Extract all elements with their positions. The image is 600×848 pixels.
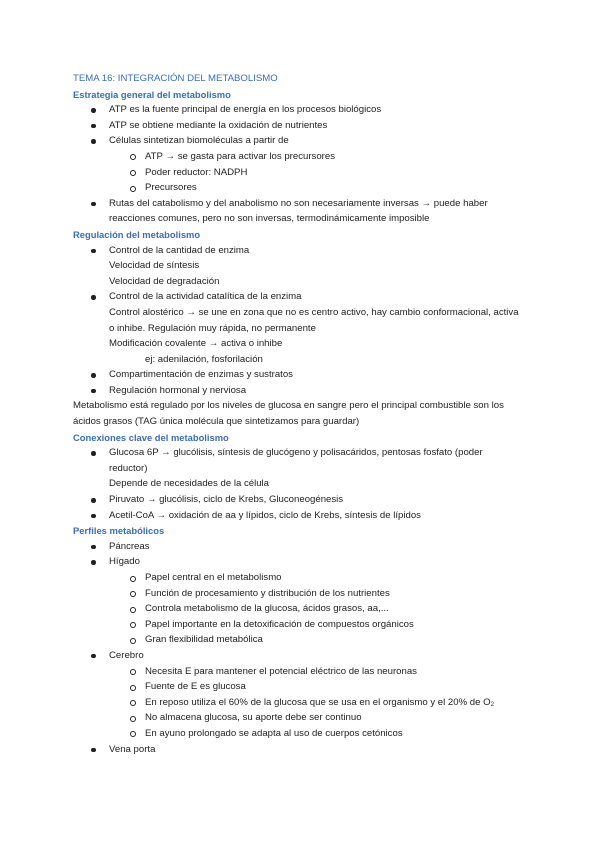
circle-bullet-icon <box>130 716 136 722</box>
document-title: TEMA 16: INTEGRACIÓN DEL METABOLISMO <box>73 73 278 84</box>
sub-list-item: Fuente de E es glucosa <box>73 679 523 695</box>
list-item: Compartimentación de enzimas y sustratos <box>73 367 523 383</box>
sub-list-item: Papel central en el metabolismo <box>73 570 523 586</box>
sub-list-item: Función de procesamiento y distribución de los nutrientes <box>73 586 523 602</box>
bullet-icon <box>91 295 96 300</box>
sub-list-item: Gran flexibilidad metabólica <box>73 632 523 648</box>
section-heading-regulation: Regulación del metabolismo <box>73 228 201 240</box>
sub-list-item: En reposo utiliza el 60% de la glucosa que se usa en el organismo y el 20% de $O_2$ <box>73 695 523 711</box>
circle-bullet-icon <box>130 607 136 613</box>
subscript: 2 <box>490 701 494 708</box>
sub-list-item: ATP → se gasta para activar los precursores <box>73 149 523 165</box>
sub-list-item: Controla metabolismo de la glucosa, ácidos grasos, aa,... <box>73 601 523 617</box>
list-item: Piruvato → glucólisis, ciclo de Krebs, Gluconeogénesis <box>73 492 523 508</box>
circle-bullet-icon <box>130 638 136 644</box>
section-heading-connections: Conexiones clave del metabolismo <box>73 431 229 443</box>
circle-bullet-icon <box>130 622 136 628</box>
bullet-icon <box>91 124 96 129</box>
bullet-icon <box>91 202 96 207</box>
continuation-line: Velocidad de degradación <box>109 275 220 287</box>
continuation-line: Modificación covalente → activa o inhibe <box>109 338 283 350</box>
bullet-icon <box>91 249 96 254</box>
example-line: ej: adenilación, fosforilación <box>145 353 263 365</box>
list-item: Glucosa 6P → glucólisis, síntesis de glucógeno y polisacáridos, pentosas fosfato (poder reductor) <box>73 445 523 476</box>
continuation-line: Control alostérico → se une en zona que no es centro activo, hay cambio conformacional, activa o inhibe. Regulación muy rápida, no permanente <box>109 306 519 334</box>
bullet-icon <box>91 108 96 113</box>
list-item: Cerebro <box>73 648 523 664</box>
bullet-icon <box>91 373 96 378</box>
circle-bullet-icon <box>130 731 136 737</box>
list-item: Vena porta <box>73 742 523 758</box>
bullet-icon <box>91 560 96 565</box>
bullet-icon <box>91 498 96 503</box>
bullet-icon <box>91 451 96 456</box>
sub-list-item: Poder reductor: NADPH <box>73 165 523 181</box>
list-item: Control de la actividad catalítica de la enzima <box>73 289 523 305</box>
bullet-icon <box>91 748 96 753</box>
list-item: Células sintetizan biomoléculas a partir de <box>73 133 523 149</box>
circle-bullet-icon <box>130 170 136 176</box>
sub-list-item: Precursores <box>73 180 523 196</box>
bullet-icon <box>91 389 96 394</box>
bullet-icon <box>91 514 96 519</box>
circle-bullet-icon <box>130 186 136 192</box>
sub-list-item: En ayuno prolongado se adapta al uso de cuerpos cetónicos <box>73 726 523 742</box>
circle-bullet-icon <box>130 591 136 597</box>
list-item: ATP es la fuente principal de energía en los procesos biológicos <box>73 102 523 118</box>
list-item: Regulación hormonal y nerviosa <box>73 383 523 399</box>
bullet-icon <box>91 654 96 659</box>
bullet-icon <box>91 545 96 550</box>
continuation-line: Depende de necesidades de la célula <box>109 478 270 490</box>
section-heading-strategy: Estrategia general del metabolismo <box>73 88 231 100</box>
circle-bullet-icon <box>130 700 136 706</box>
sub-list-item: Papel importante en la detoxificación de compuestos orgánicos <box>73 617 523 633</box>
circle-bullet-icon <box>130 669 136 675</box>
continuation-line: Velocidad de síntesis <box>109 260 200 272</box>
list-item: Hígado <box>73 554 523 570</box>
list-item: Rutas del catabolismo y del anabolismo no son necesariamente inversas → puede haber reacciones comunes, pero no son inversas, termodinámicamente imposible <box>73 196 523 227</box>
document-content <box>73 71 523 757</box>
bullet-icon <box>91 139 96 144</box>
list-item: Control de la cantidad de enzima <box>73 243 523 259</box>
section-heading-profiles: Perfiles metabólicos <box>73 525 165 537</box>
circle-bullet-icon <box>130 576 136 582</box>
circle-bullet-icon <box>130 685 136 691</box>
list-item: ATP se obtiene mediante la oxidación de nutrientes <box>73 118 523 134</box>
sub-list-item: No almacena glucosa, su aporte debe ser continuo <box>73 710 523 726</box>
list-item: Páncreas <box>73 539 523 555</box>
circle-bullet-icon <box>130 154 136 160</box>
list-item: Acetil-CoA → oxidación de aa y lípidos, ciclo de Krebs, síntesis de lípidos <box>73 508 523 524</box>
sub-list-item: Necesita E para mantener el potencial eléctrico de las neuronas <box>73 664 523 680</box>
paragraph: Metabolismo está regulado por los niveles de glucosa en sangre pero el principal combustible son los ácidos grasos (TAG única molécula que sintetizamos para guardar) <box>73 400 504 428</box>
